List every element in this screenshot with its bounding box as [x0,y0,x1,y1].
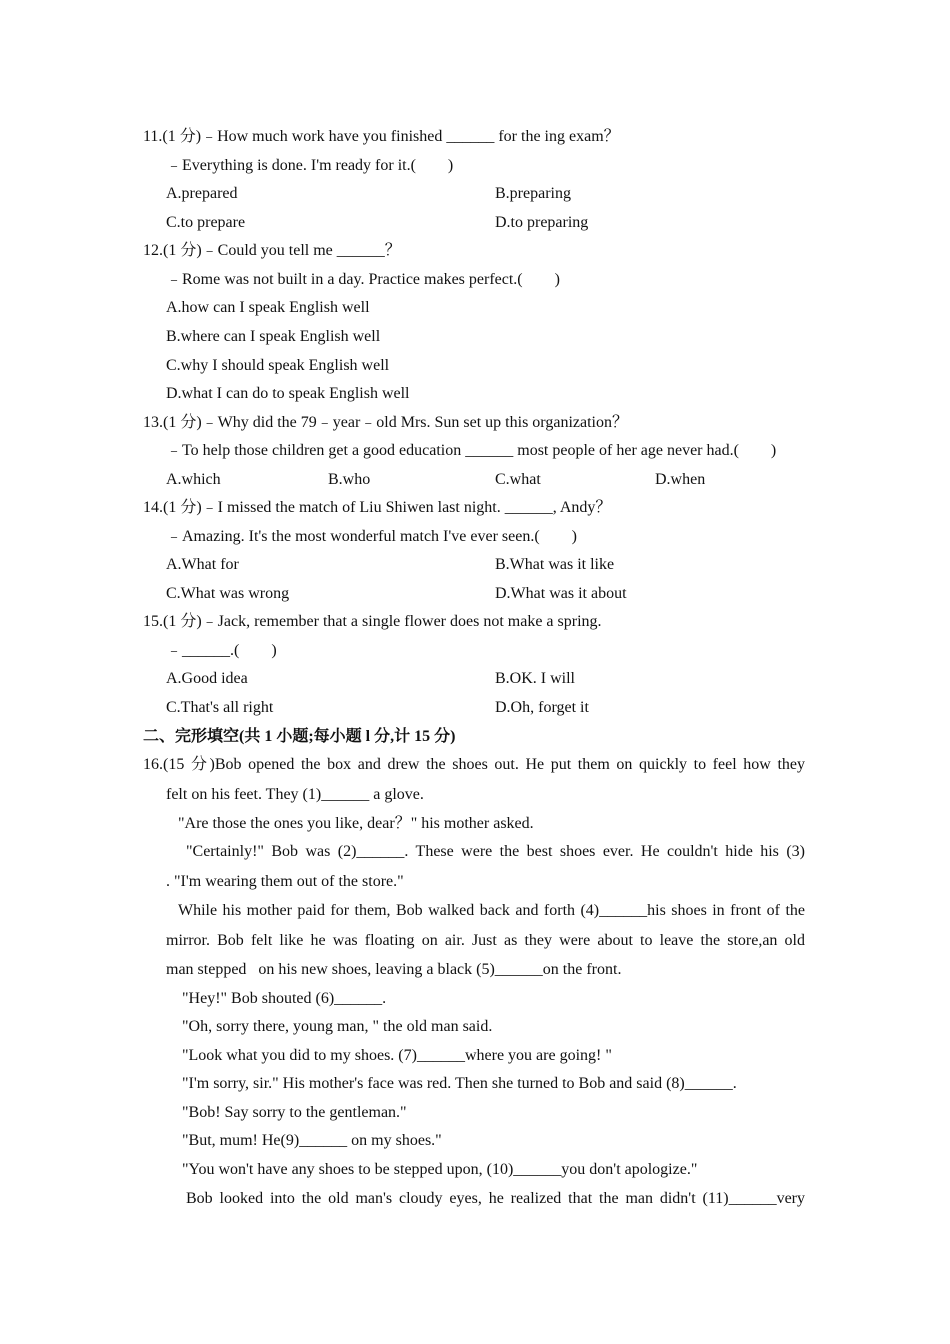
q11-option-a: A.prepared [166,185,238,202]
q12-option-a: A.how can I speak English well [166,299,370,316]
q15-option-b: B.OK. I will [495,670,575,687]
section-heading: 二、完形填空(共 1 小题;每小题 l 分,计 15 分) [143,728,456,745]
cloze-line: Bob looked into the old man's cloudy eyes, he realized that the man didn't (11)______very [186,1190,805,1207]
cloze-line: "Are those the ones you like, dear？" his mother asked. [178,815,534,832]
q13-reply: ﹣To help those children get a good education ______ most people of her age never had.( ) [166,442,777,459]
cloze-line: "But, mum! He(9)______ on my shoes." [182,1132,442,1149]
cloze-line: "I'm sorry, sir." His mother's face was red. Then she turned to Bob and said (8)______. [182,1075,737,1092]
cloze-line: "Certainly!" Bob was (2)______. These were the best shoes ever. He couldn't hide his (3) [186,843,805,860]
q11-stem: 11.(1 分)﹣How much work have you finished ______ for the ing exam？ [143,128,620,145]
q14-option-d: D.What was it about [495,585,627,602]
q11-option-c: C.to prepare [166,214,246,231]
q13-stem: 13.(1 分)﹣Why did the 79﹣year﹣old Mrs. Sun set up this organization？ [143,414,628,431]
q14-option-b: B.What was it like [495,556,615,573]
q13-option-b: B.who [328,471,371,488]
q15-option-c: C.That's all right [166,699,274,716]
cloze-line: "Hey!" Bob shouted (6)______. [182,990,387,1007]
q13-option-d: D.when [655,471,706,488]
cloze-line: "Look what you did to my shoes. (7)______where you are going! " [182,1047,612,1064]
q12-option-c: C.why I should speak English well [166,357,390,374]
q11-reply: ﹣Everything is done. I'm ready for it.( ) [166,157,454,174]
cloze-line: 16.(15 分)Bob opened the box and drew the shoes out. He put them on quickly to feel how they [143,756,805,773]
q12-option-b: B.where can I speak English well [166,328,381,345]
q11-option-d: D.to preparing [495,214,589,231]
q12-option-d: D.what I can do to speak English well [166,385,410,402]
q15-reply: ﹣______.( ) [166,642,277,659]
cloze-line: man stepped on his new shoes, leaving a black (5)______on the front. [166,961,622,978]
q14-stem: 14.(1 分)﹣I missed the match of Liu Shiwen last night. ______, Andy？ [143,499,612,516]
cloze-line: While his mother paid for them, Bob walked back and forth (4)______his shoes in front of the [178,902,805,919]
q15-option-a: A.Good idea [166,670,248,687]
cloze-line: . "I'm wearing them out of the store." [166,873,404,890]
q15-stem: 15.(1 分)﹣Jack, remember that a single flower does not make a spring. [143,613,602,630]
q14-reply: ﹣Amazing. It's the most wonderful match I've ever seen.( ) [166,528,577,545]
q15-option-d: D.Oh, forget it [495,699,589,716]
cloze-line: "You won't have any shoes to be stepped upon, (10)______you don't apologize." [182,1161,698,1178]
q12-reply: ﹣Rome was not built in a day. Practice makes perfect.( ) [166,271,560,288]
cloze-line: "Oh, sorry there, young man, " the old man said. [182,1018,493,1035]
cloze-line: mirror. Bob felt like he was floating on air. Just as they were about to leave the store,an old [166,932,805,949]
q14-option-a: A.What for [166,556,239,573]
q13-option-c: C.what [495,471,541,488]
q11-option-b: B.preparing [495,185,571,202]
cloze-line: "Bob! Say sorry to the gentleman." [182,1104,407,1121]
q12-stem: 12.(1 分)﹣Could you tell me ______？ [143,242,401,259]
q14-option-c: C.What was wrong [166,585,290,602]
cloze-line: felt on his feet. They (1)______ a glove. [166,786,424,803]
q13-option-a: A.which [166,471,221,488]
